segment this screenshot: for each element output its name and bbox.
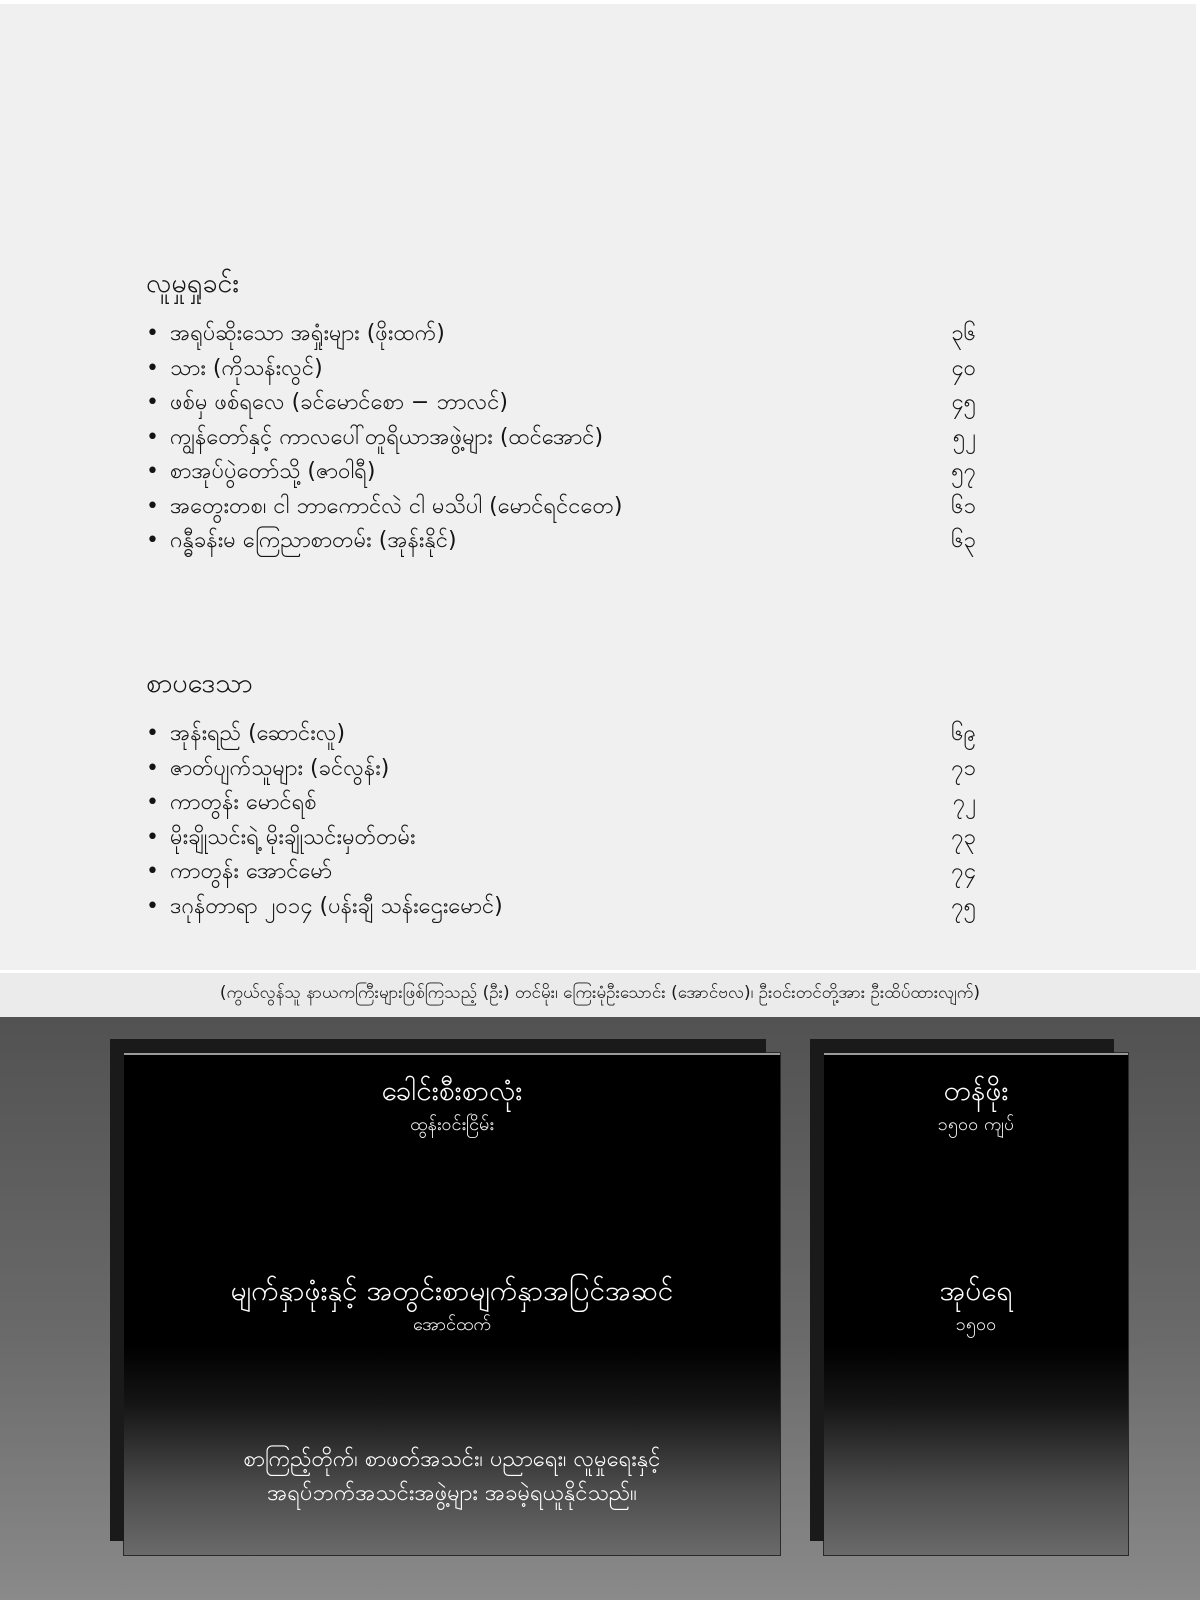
toc-item-title: သား (ကိုသန်းလွင်) <box>170 355 323 381</box>
bullet-icon: • <box>146 321 159 346</box>
section-title: လူမှုရှုခင်း <box>146 268 240 299</box>
credit-heading: ခေါင်းစီးစာလုံး <box>381 1074 523 1107</box>
toc-page-number: ၇၂ <box>952 790 976 815</box>
toc-page-number: ၄၅ <box>951 390 976 415</box>
toc-page-number: ၃၆ <box>951 321 976 346</box>
toc-page-number: ၅၇ <box>951 459 976 484</box>
toc-item-title: အုန်းရည် (ဆောင်းလူ) <box>170 721 346 746</box>
toc-item[interactable] <box>146 317 986 352</box>
bullet-icon: • <box>146 390 159 415</box>
bullet-icon: • <box>146 893 159 919</box>
toc-item[interactable] <box>146 855 986 890</box>
dedication-note: (ကွယ်လွန်သူ နာယကကြီးများဖြစ်ကြသည့် (ဦး) တင်မိုး၊ ကြေးမုံဦးသောင်း (အောင်ဗလ)၊ ဦးဝင်းတင်တို့အား ဦးထိပ်ထားလျက်) <box>0 970 1200 1017</box>
bullet-icon: • <box>146 859 159 884</box>
toc-section-social <box>146 266 986 559</box>
toc-item-title: ဒဂုန်တာရာ ၂၀၁၄ (ပန်းချီ သန်းဌေးမောင်) <box>170 893 503 919</box>
bullet-icon: • <box>146 424 159 450</box>
toc-item-title: အတွေးတစ၊ ငါ ဘာကောင်လဲ ငါ မသိပါ (မောင်ရင်ငတေ) <box>170 493 623 519</box>
toc-item-title: ကျွန်တော်နှင့် ကာလပေါ်တူရိယာအဖွဲ့များ (ထင်အောင်) <box>170 424 604 450</box>
toc-page-number: ၆၉ <box>951 721 976 746</box>
toc-page-number: ၇၄ <box>951 859 976 884</box>
toc-item[interactable] <box>146 786 986 821</box>
bullet-icon: • <box>146 493 159 519</box>
price-heading: တန်ဖိုး <box>943 1074 1009 1107</box>
toc-page-number: ၇၁ <box>951 755 976 781</box>
note-line: အရပ်ဘက်အသင်းအဖွဲ့များ အခမဲ့ရယူနိုင်သည်။ <box>267 1481 637 1506</box>
bullet-icon: • <box>146 721 159 746</box>
toc-item[interactable] <box>146 752 986 787</box>
toc-page-number: ၆၃ <box>951 528 976 553</box>
credits-panel <box>0 1017 1200 1600</box>
toc-item[interactable] <box>146 352 986 387</box>
toc-item-title: ကာတွန်း အောင်မော် <box>170 859 333 884</box>
credit-heading: မျက်နှာဖုံးနှင့် အတွင်းစာမျက်နှာအပြင်အဆင် <box>230 1274 674 1307</box>
print-run-heading: အုပ်ရေ <box>939 1274 1013 1307</box>
bullet-icon: • <box>146 459 159 484</box>
toc-item[interactable] <box>146 386 986 421</box>
toc-item-title: အရုပ်ဆိုးသော အရှုံးများ (ဖိုးထက်) <box>170 321 445 346</box>
section-title: စာပဒေသာ <box>146 668 253 699</box>
toc-item-title: မိုးချိုသင်းရဲ့ မိုးချိုသင်းမှတ်တမ်း <box>170 824 416 850</box>
toc-page-number: ၇၅ <box>951 893 976 919</box>
toc-item[interactable] <box>146 717 986 752</box>
free-copy-note <box>124 1443 780 1511</box>
print-run-value: ၁၅၀၀ <box>955 1314 997 1335</box>
toc-page-number: ၄၀ <box>951 355 976 381</box>
table-of-contents <box>0 4 1200 970</box>
toc-item[interactable] <box>146 821 986 856</box>
toc-item[interactable] <box>146 455 986 490</box>
price-print-box <box>824 1053 1128 1555</box>
credit-name: ထွန်းဝင်းငြိမ်း <box>410 1114 494 1135</box>
note-line: စာကြည့်တိုက်၊ စာဖတ်အသင်း၊ ပညာရေး၊ လူမှုရေးနှင့် <box>243 1447 661 1472</box>
toc-item-title: စာအုပ်ပွဲတော်သို့ (ဇာဝါရီ) <box>170 459 376 484</box>
bullet-icon: • <box>146 824 159 850</box>
toc-item[interactable] <box>146 490 986 525</box>
toc-item[interactable] <box>146 421 986 456</box>
title-credit-block <box>124 1071 780 1139</box>
toc-page-number: ၇၃ <box>951 824 976 850</box>
bullet-icon: • <box>146 790 159 815</box>
toc-page-number: ၆၁ <box>951 493 976 519</box>
bullet-icon: • <box>146 755 159 781</box>
bullet-icon: • <box>146 528 159 553</box>
price-value: ၁၅၀၀ ကျပ် <box>937 1114 1015 1135</box>
toc-item-title: ဇာတ်ပျက်သူများ (ခင်လွန်း) <box>170 755 390 781</box>
production-credits-box <box>124 1053 780 1555</box>
bullet-icon: • <box>146 355 159 381</box>
toc-item[interactable] <box>146 890 986 925</box>
toc-item-title: ဂန္ဓီခန်းမ ကြေညာစာတမ်း (အုန်းနိုင်) <box>170 528 457 553</box>
toc-page-number: ၅၂ <box>952 424 976 450</box>
toc-item-title: ကာတွန်း မောင်ရစ် <box>170 790 317 815</box>
toc-item-title: ဖစ်မှ ဖစ်ရလေ (ခင်မောင်စော − ဘာလင်) <box>170 390 508 415</box>
toc-section-literature <box>146 666 986 924</box>
print-run-block <box>824 1271 1128 1339</box>
credit-name: အောင်ထက် <box>413 1314 491 1335</box>
toc-list <box>146 717 986 924</box>
toc-item[interactable] <box>146 524 986 559</box>
toc-list <box>146 317 986 559</box>
design-credit-block <box>124 1271 780 1339</box>
price-block <box>824 1071 1128 1139</box>
